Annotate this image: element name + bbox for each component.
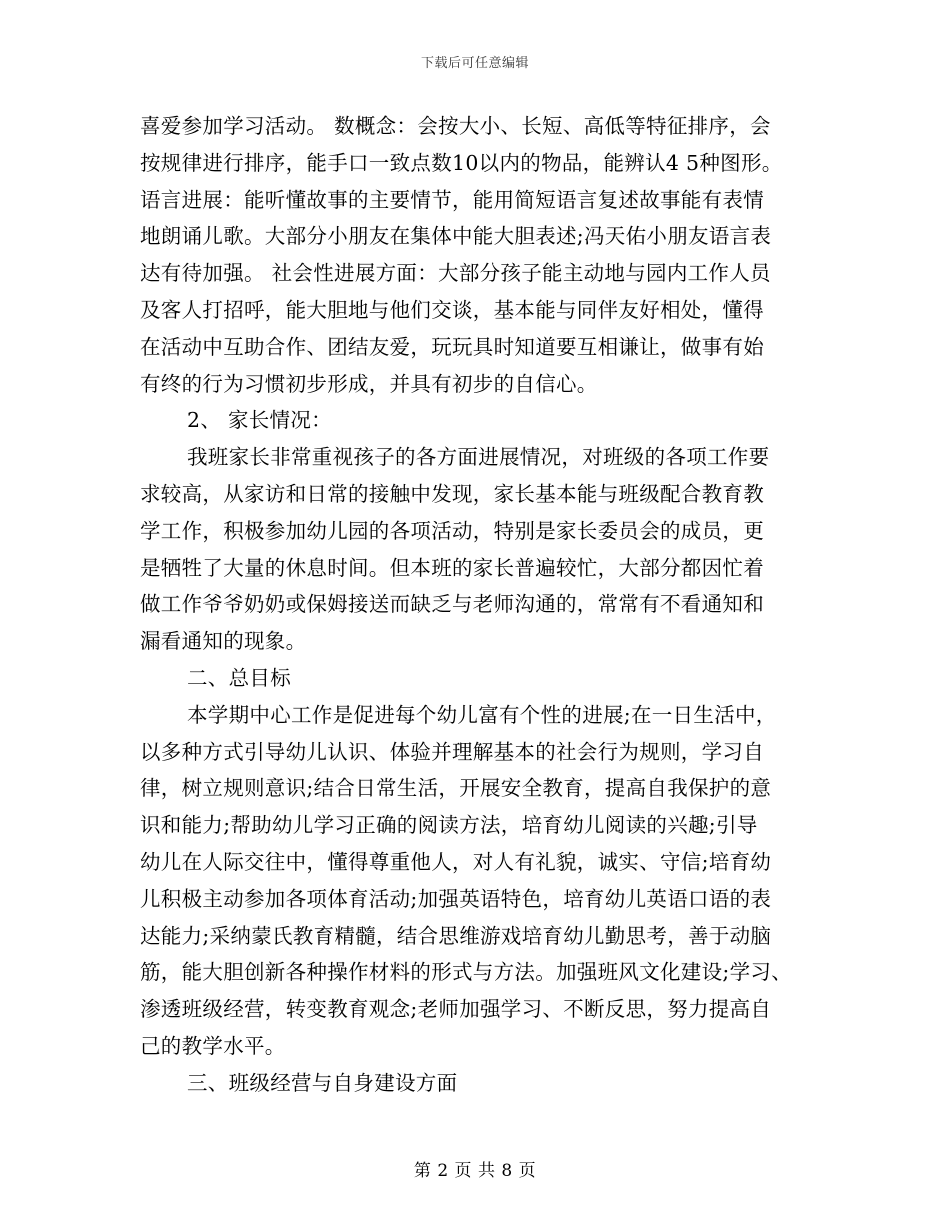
text-line: 己的教学水平。 xyxy=(140,1033,286,1058)
text-line: 渗透班级经营，转变教育观念;老师加强学习、不断反思，努力提高自 xyxy=(140,997,772,1022)
text-line: 求较高，从家访和日常的接触中发现，家长基本能与班级配合教育教 xyxy=(140,481,764,506)
page-number: 第 2 页 共 8 页 xyxy=(413,1161,537,1181)
section-heading-goals: 二、总目标 xyxy=(187,665,291,690)
text-line: 筋，能大胆创新各种操作材料的形式与方法。加强班风文化建设;学习、 xyxy=(140,960,793,985)
text-line: 儿积极主动参加各项体育活动;加强英语特色，培育幼儿英语口语的表 xyxy=(140,886,772,911)
text-line: 做工作爷爷奶奶或保姆接送而缺乏与老师沟通的，常常有不看通知和 xyxy=(140,592,764,617)
text-line: 地朗诵儿歌。大部分小朋友在集体中能大胆表述;冯天佑小朋友语言表 xyxy=(140,224,772,249)
text-line: 是牺牲了大量的休息时间。但本班的家长普遍较忙，大部分都因忙着 xyxy=(140,555,764,580)
text-line: 我班家长非常重视孩子的各方面进展情况，对班级的各项工作要 xyxy=(187,445,770,470)
text-line: 及客人打招呼，能大胆地与他们交谈，基本能与同伴友好相处，懂得 xyxy=(140,297,764,322)
text-line: 本学期中心工作是促进每个幼儿富有个性的进展;在一日生活中， xyxy=(187,702,777,727)
text-line: 学工作，积极参加幼儿园的各项活动，特别是家长委员会的成员，更 xyxy=(140,518,764,543)
text-line: 语言进展：能听懂故事的主要情节，能用简短语言复述故事能有表情 xyxy=(140,187,764,212)
document-body xyxy=(140,108,815,1102)
text-line: 律，树立规则意识;结合日常生活，开展安全教育，提高自我保护的意 xyxy=(140,776,772,801)
text-line: 在活动中互助合作、团结友爱，玩玩具时知道要互相谦让，做事有始 xyxy=(140,334,764,359)
text-line: 达能力;采纳蒙氏教育精髓，结合思维游戏培育幼儿勤思考，善于动脑 xyxy=(140,923,772,948)
text-line: 达有待加强。 社会性进展方面：大部分孩子能主动地与园内工作人员 xyxy=(140,261,771,286)
text-line: 按规律进行排序，能手口一致点数10以内的物品，能辨认4 5种图形。 xyxy=(140,150,783,175)
text-line: 漏看通知的现象。 xyxy=(140,629,307,654)
text-line: 喜爱参加学习活动。 数概念：会按大小、长短、高低等特征排序，会 xyxy=(140,114,771,138)
page-header-note: 下载后可任意编辑 xyxy=(420,56,529,71)
text-line: 有终的行为习惯初步形成，并具有初步的自信心。 xyxy=(140,371,598,396)
section-heading-parents: 2、 家长情况： xyxy=(187,408,332,433)
text-line: 幼儿在人际交往中，懂得尊重他人，对人有礼貌，诚实、守信;培育幼 xyxy=(140,849,772,874)
section-heading-class-management: 三、班级经营与自身建设方面 xyxy=(187,1070,458,1095)
text-line: 以多种方式引导幼儿认识、体验并理解基本的社会行为规则，学习自 xyxy=(140,739,764,764)
text-line: 识和能力;帮助幼儿学习正确的阅读方法，培育幼儿阅读的兴趣;引导 xyxy=(140,813,758,838)
